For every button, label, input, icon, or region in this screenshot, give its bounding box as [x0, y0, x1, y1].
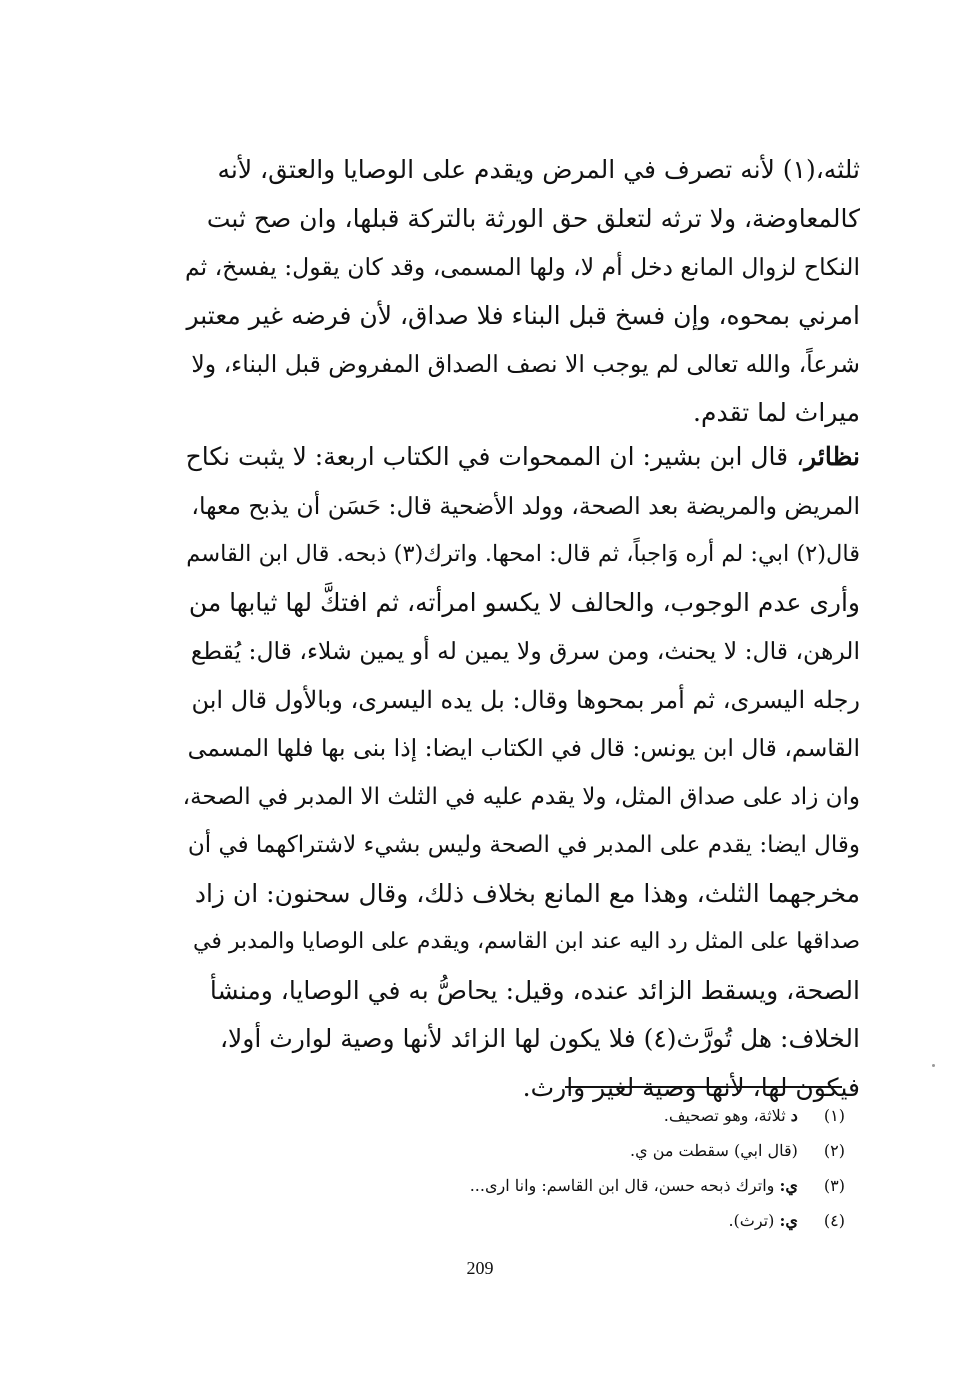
footnote-3 — [300, 1168, 845, 1203]
footnote-number: (١) — [823, 1106, 845, 1125]
scan-speck — [932, 1064, 935, 1067]
footnote-text: (قال ابي) سقطت من ي. — [630, 1141, 798, 1160]
text-line: القاسم، قال ابن يونس: قال في الكتاب ايضا: إذا بنى بها فلها المسمى — [187, 734, 860, 762]
text-line: صداقها على المثل رد اليه عند ابن القاسم، ويقدم على الوصايا والمدبر في — [193, 929, 860, 954]
footnote-number: (٤) — [823, 1211, 845, 1230]
text-line: قال(٢) ابي: لم أره وَاجباً، ثم قال: امحها. واترك(٣) ذبحه. قال ابن القاسم — [186, 541, 860, 567]
footnote-number: (٣) — [823, 1176, 845, 1195]
text-line: الرهن، قال: لا يحنث، ومن سرق ولا يمين له أو يمين شلاء، قال: يُقطع — [190, 637, 860, 665]
text-line: فيكون لها، لأنها وصية لغير وارث. — [522, 1072, 860, 1102]
page-number: 209 — [466, 1258, 494, 1278]
paragraph-2 — [180, 433, 860, 1112]
footnote-text: (ترث). — [728, 1211, 775, 1230]
footnote-4 — [300, 1203, 845, 1238]
section-heading: نظائر — [804, 442, 860, 471]
paragraph-1 — [180, 146, 860, 437]
text-line: ميراث لما تقدم. — [693, 397, 860, 427]
text-line: كالمعاوضة، ولا ترثه لتعلق حق الورثة بالتركة قبلها، وان صح ثبت — [206, 203, 860, 233]
footnote-number: (٢) — [823, 1141, 845, 1160]
text-line: وأرى عدم الوجوب، والحالف لا يكسو امرأته، ثم افتكَّ لها ثيابها من — [188, 587, 860, 617]
text-line: مخرجهما الثلث، وهذا مع المانع بخلاف ذلك، وقال سحنون: ان زاد — [194, 878, 860, 908]
footnote-siglum: د — [790, 1106, 798, 1125]
text-line: ثلثه،(١) لأنه تصرف في المرض ويقدم على الوصايا والعتق، لأنه — [217, 155, 860, 184]
text-line: الصحة، ويسقط الزائد عنده، وقيل: يحاصُّ به في الوصايا، ومنشأ — [209, 975, 860, 1005]
text-line: النكاح لزوال المانع دخل أم لا، ولها المسمى، وقد كان يقول: يفسخ، ثم — [184, 253, 860, 281]
text-line: وقال ايضا: يقدم على المدبر في الصحة وليس بشيء لاشتراكهما في أن — [187, 832, 860, 858]
footnote-1 — [300, 1098, 845, 1133]
footnote-text: ثلاثة، وهو تصحيف. — [663, 1106, 786, 1125]
footnote-siglum: ي: — [779, 1211, 798, 1230]
text-line: نظائر، قال ابن بشير: ان الممحوات في الكتاب اربعة: لا يثبت نكاح — [185, 442, 860, 471]
footnote-siglum: ي: — [779, 1176, 798, 1195]
text-line: شرعاً، والله تعالى لم يوجب الا نصف الصداق المفروض قبل البناء، ولا — [191, 350, 860, 378]
footnote-2 — [300, 1133, 845, 1168]
text-line: امرني بمحوه، وإن فسخ قبل البناء فلا صداق، لأن فرضه غير معتبر — [186, 300, 860, 330]
text-line: رجله اليسرى، ثم أمر بمحوها وقال: بل يده اليسرى، وبالأول قال ابن — [191, 685, 860, 714]
footnote-text: واترك ذبحه حسن، قال ابن القاسم: وانا ارى... — [469, 1176, 775, 1195]
footnote-separator — [565, 1086, 842, 1088]
footnotes — [300, 1098, 845, 1238]
text-line: وان زاد على صداق المثل، ولا يقدم عليه في الثلث الا المدبر في الصحة، — [182, 783, 860, 810]
text-line: الخلاف: هل تُورَّث(٤) فلا يكون لها الزائد لأنها وصية لوارث أولا، — [219, 1024, 860, 1053]
text-line: المريض والمريضة بعد الصحة، وولد الأضحية قال: حَسَن أن يذبح معها، — [191, 491, 860, 520]
